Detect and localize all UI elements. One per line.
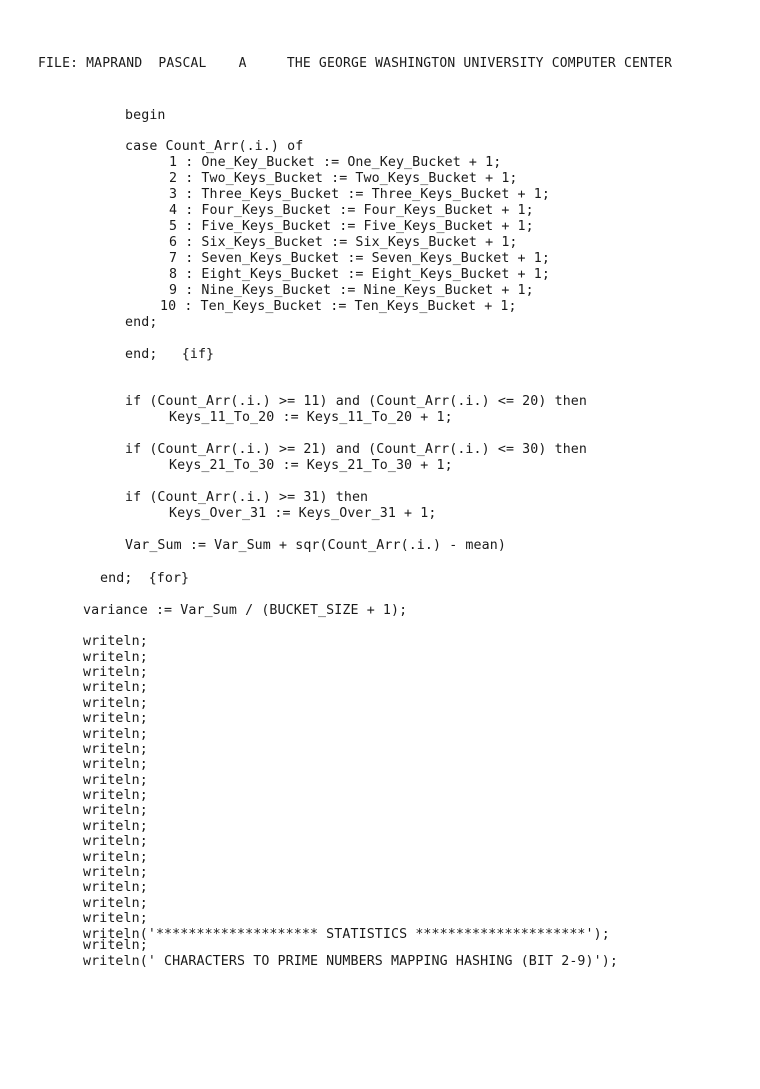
code-line: writeln; (83, 834, 148, 849)
code-line: end; {for} (100, 571, 190, 586)
code-line: writeln; (83, 865, 148, 880)
code-line: if (Count_Arr(.i.) >= 11) and (Count_Arr(.i.) <= 20) then (125, 394, 588, 409)
code-line: writeln; (83, 788, 148, 803)
code-line: 2 : Two_Keys_Bucket := Two_Keys_Bucket + 1; (169, 171, 518, 186)
code-line: 3 : Three_Keys_Bucket := Three_Keys_Bucket + 1; (169, 187, 550, 202)
code-line: case Count_Arr(.i.) of (125, 139, 304, 154)
code-line: writeln; (83, 880, 148, 895)
code-line: writeln; (83, 757, 148, 772)
code-line: writeln; (83, 819, 148, 834)
code-line: writeln; (83, 711, 148, 726)
code-line: writeln('******************** STATISTICS *********************'); (83, 927, 610, 942)
code-line: end; {if} (125, 347, 215, 362)
code-line: writeln; (83, 696, 148, 711)
code-line: 9 : Nine_Keys_Bucket := Nine_Keys_Bucket + 1; (169, 283, 534, 298)
file-header: FILE: MAPRAND PASCAL A THE GEORGE WASHINGTON UNIVERSITY COMPUTER CENTER (38, 56, 673, 71)
code-line: 4 : Four_Keys_Bucket := Four_Keys_Bucket + 1; (169, 203, 534, 218)
code-line: writeln; (83, 911, 148, 926)
code-line: Keys_11_To_20 := Keys_11_To_20 + 1; (169, 410, 453, 425)
code-line: writeln; (83, 938, 148, 953)
code-line: Keys_Over_31 := Keys_Over_31 + 1; (169, 506, 437, 521)
code-line: 5 : Five_Keys_Bucket := Five_Keys_Bucket + 1; (169, 219, 534, 234)
code-line: writeln; (83, 634, 148, 649)
code-line: 8 : Eight_Keys_Bucket := Eight_Keys_Bucket + 1; (169, 267, 550, 282)
code-line: writeln; (83, 742, 148, 757)
code-line: if (Count_Arr(.i.) >= 21) and (Count_Arr(.i.) <= 30) then (125, 442, 588, 457)
code-line: variance := Var_Sum / (BUCKET_SIZE + 1); (83, 603, 408, 618)
code-line: writeln; (83, 803, 148, 818)
code-line: writeln; (83, 727, 148, 742)
code-line: 6 : Six_Keys_Bucket := Six_Keys_Bucket + 1; (169, 235, 518, 250)
code-line: 7 : Seven_Keys_Bucket := Seven_Keys_Bucket + 1; (169, 251, 550, 266)
code-line: writeln; (83, 773, 148, 788)
code-line: 10 : Ten_Keys_Bucket := Ten_Keys_Bucket + 1; (160, 299, 517, 314)
code-line: Keys_21_To_30 := Keys_21_To_30 + 1; (169, 458, 453, 473)
code-line: writeln; (83, 680, 148, 695)
code-line: Var_Sum := Var_Sum + sqr(Count_Arr(.i.) - mean) (125, 538, 506, 553)
code-line: writeln; (83, 650, 148, 665)
code-line: if (Count_Arr(.i.) >= 31) then (125, 490, 369, 505)
code-line: end; (125, 315, 158, 330)
code-line: writeln(' CHARACTERS TO PRIME NUMBERS MAPPING HASHING (BIT 2-9)'); (83, 954, 618, 969)
code-line: writeln; (83, 896, 148, 911)
code-line: begin (125, 108, 166, 123)
code-line: 1 : One_Key_Bucket := One_Key_Bucket + 1; (169, 155, 502, 170)
code-line: writeln; (83, 850, 148, 865)
code-line: writeln; (83, 665, 148, 680)
